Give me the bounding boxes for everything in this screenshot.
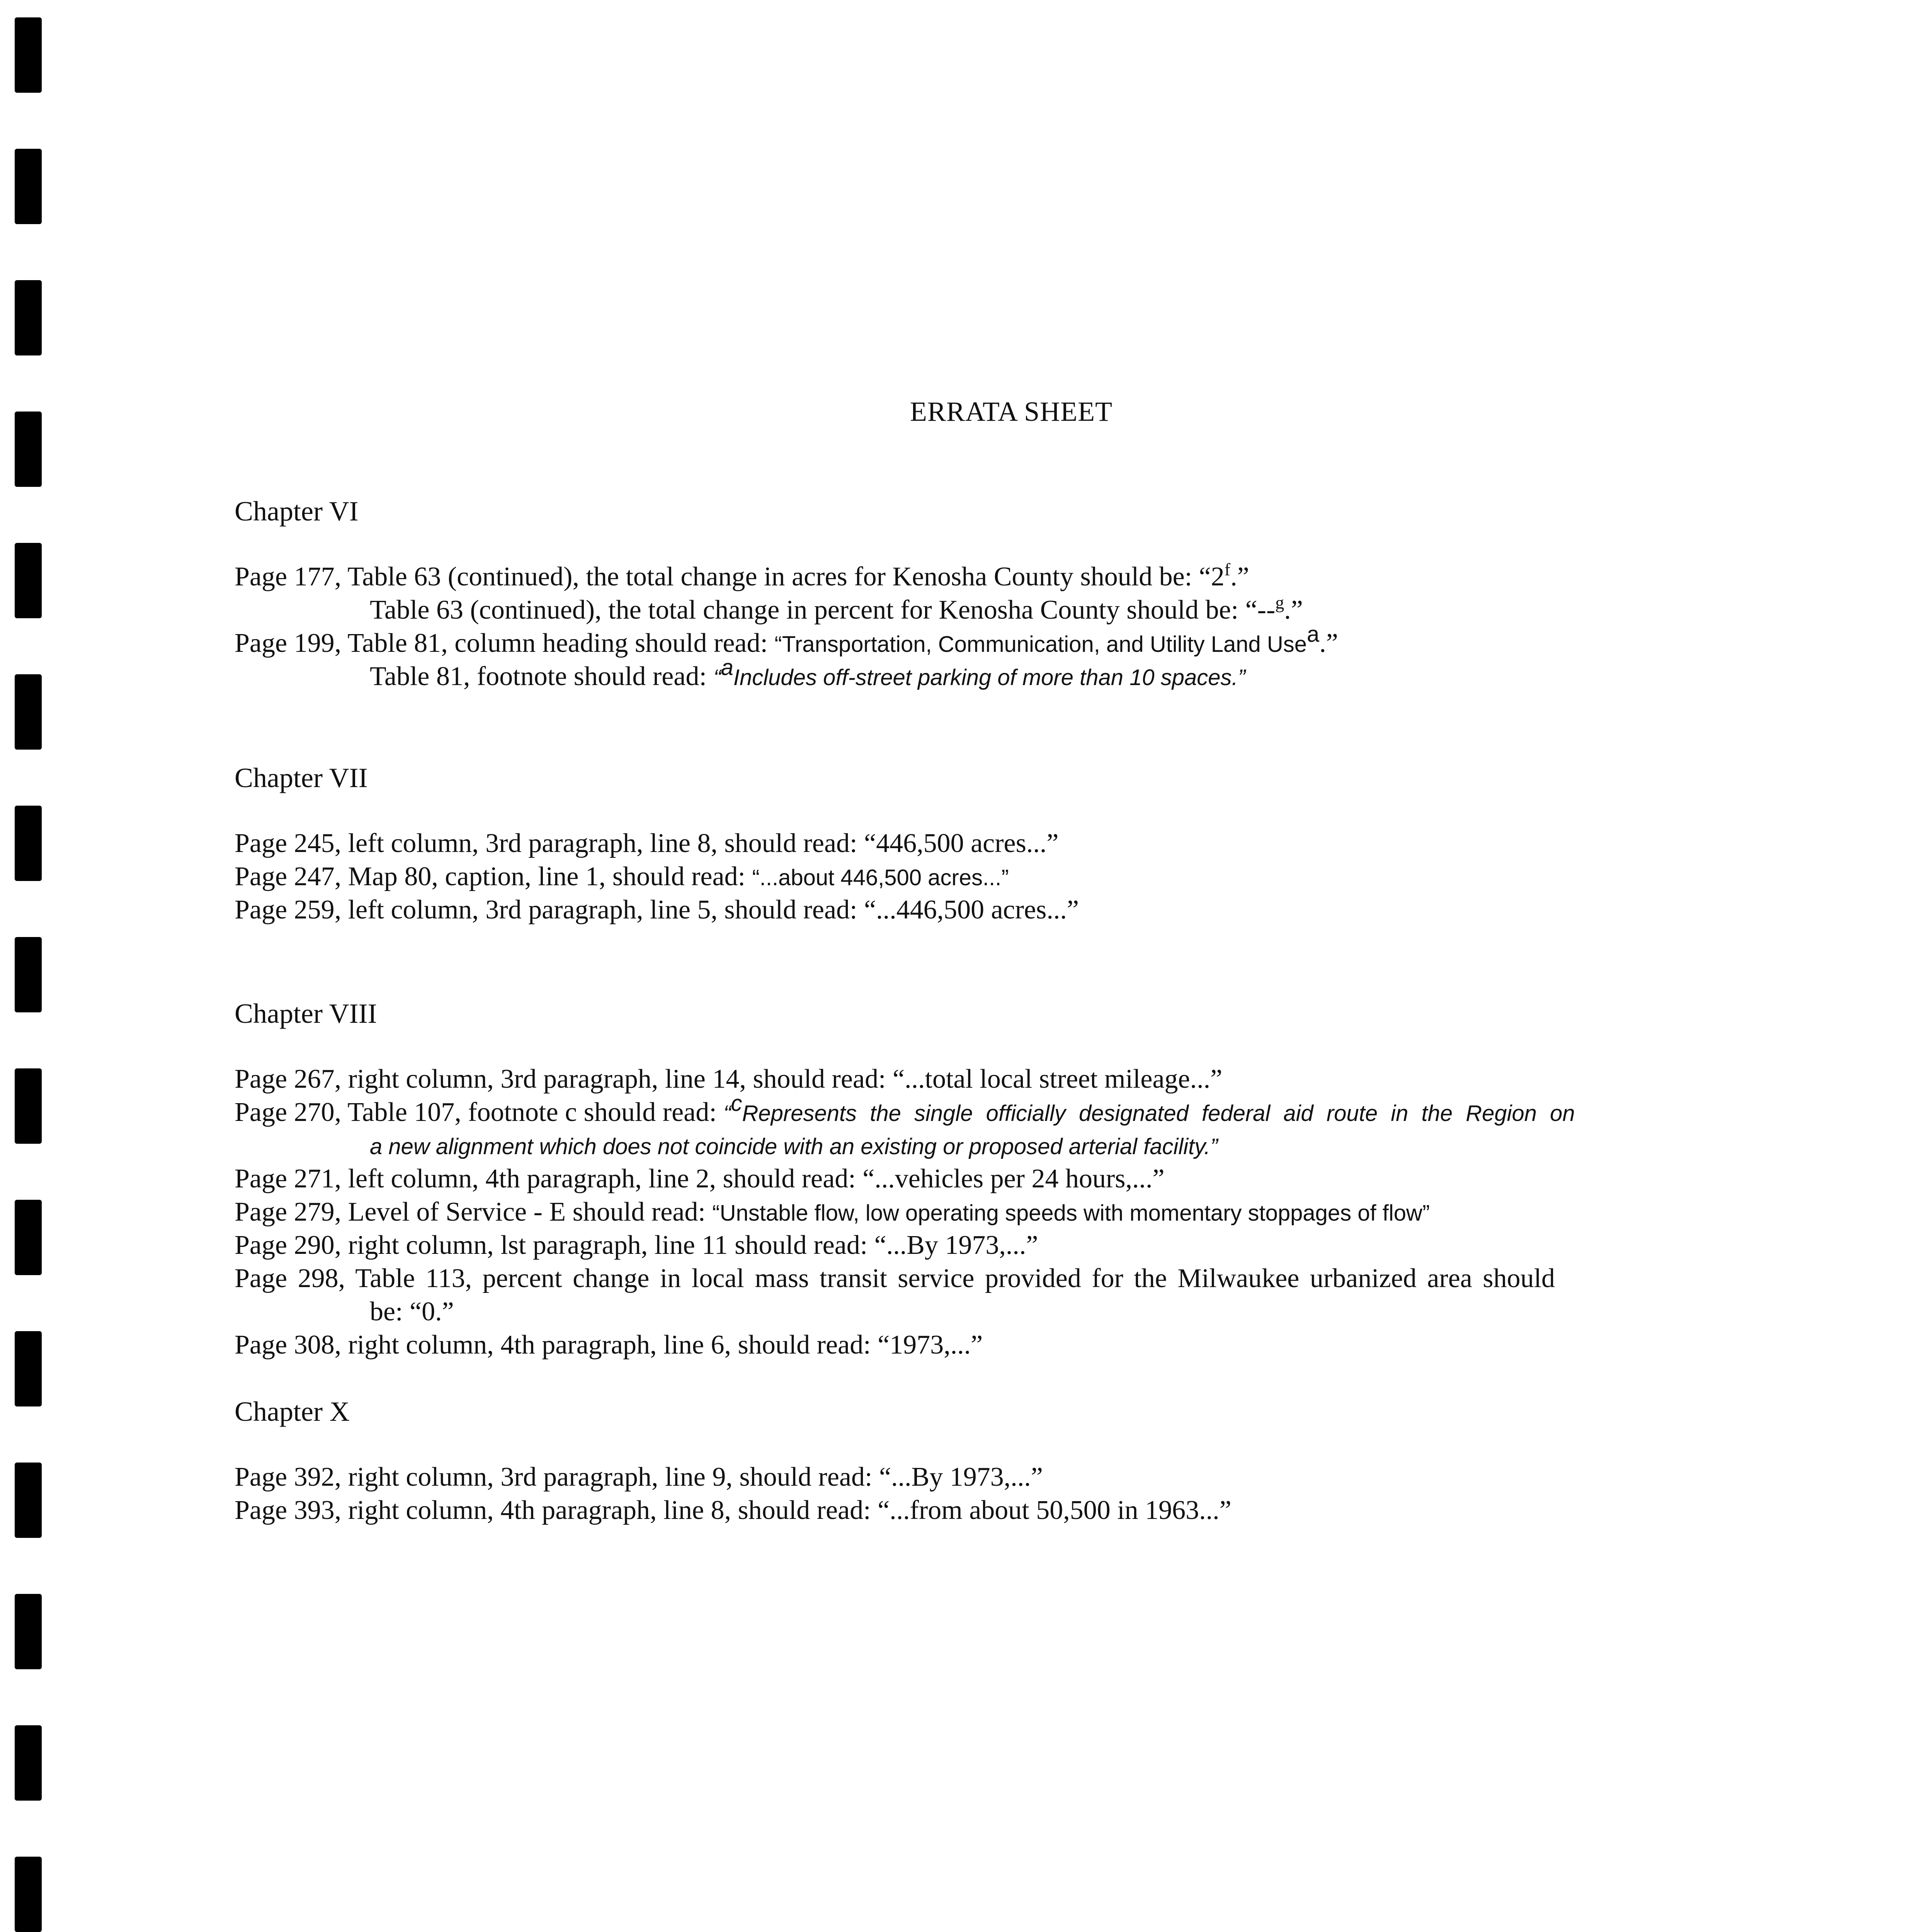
entry-correction: “Transportation, Communication, and Utility Land Use [774,632,1307,657]
binding-bar [15,1463,42,1538]
entry-correction: “...about 446,500 acres...” [752,865,1009,890]
entry-correction: “2 [1199,562,1225,592]
errata-entry [235,1229,1788,1262]
footnote-marker: g [1275,593,1284,612]
entry-reference: Page 259, left column, 3rd paragraph, line 5, should read: [235,895,864,925]
page-title: ERRATA SHEET [910,396,1113,427]
entry-continuation: be: “0.” [370,1297,454,1327]
entry-correction-end: .” [1230,562,1249,592]
binding-bar [15,1725,42,1801]
binding-bar [15,806,42,881]
entry-correction: “ [713,665,721,690]
errata-entry [235,1461,1788,1494]
binding-bar [15,1200,42,1275]
entry-reference: Page 392, right column, 3rd paragraph, line 9, should read: [235,1462,879,1492]
errata-entry-continuation [235,1129,1917,1163]
errata-entry-continuation [235,1295,1917,1328]
binding-bar [15,674,42,750]
entry-continuation: a new alignment which does not coincide with an existing or proposed arterial facility.” [370,1134,1218,1159]
binding-bar [15,280,42,355]
entry-reference: Table 63 (continued), the total change in percent for Kenosha County should be: [370,595,1245,625]
chapter-heading: Chapter VIII [235,998,377,1029]
entry-reference: Page 279, Level of Service - E should read: [235,1197,713,1227]
binding-bar [15,937,42,1012]
entry-correction: “...446,500 acres...” [864,895,1079,925]
binding-bar [15,17,42,93]
entry-correction: “...By 1973,...” [874,1230,1038,1260]
chapter-heading: Chapter VII [235,762,368,793]
entry-correction: “...total local street mileage...” [892,1064,1223,1094]
entry-correction-end: Includes off-street parking of more than 10 spaces.” [733,665,1245,690]
binding-bar [15,543,42,618]
entry-reference: Table 81, footnote should read: [370,662,714,691]
entry-reference: Page 271, left column, 4th paragraph, line 2, should read: [235,1164,863,1194]
entry-correction-end: .” [1319,628,1338,658]
errata-entry [235,1196,1788,1230]
binding-bar [15,412,42,487]
entry-correction: “ [723,1101,731,1126]
binding-bar [15,149,42,224]
errata-entry [235,1162,1788,1196]
entry-correction: “...vehicles per 24 hours,...” [862,1164,1165,1194]
entry-correction: “Unstable flow, low operating speeds with momentary stoppages of flow” [712,1201,1430,1226]
entry-reference: Page 247, Map 80, caption, line 1, should read: [235,862,752,891]
chapter-heading: Chapter VI [235,496,359,527]
errata-entry [235,594,1917,627]
footnote-marker: f [1224,560,1231,579]
entry-correction: “446,500 acres...” [864,828,1059,858]
footnote-marker: a [721,655,733,680]
entry-reference: Page 177, Table 63 (continued), the total change in acres for Kenosha County should be: [235,562,1199,592]
entry-reference: Page 308, right column, 4th paragraph, line 6, should read: [235,1330,878,1360]
entry-correction: “...By 1973,...” [879,1462,1043,1492]
errata-entry [235,1262,1788,1295]
errata-entry [235,1328,1788,1362]
entry-reference: Page 393, right column, 4th paragraph, line 8, should read: [235,1495,878,1525]
entry-correction: “1973,...” [878,1330,983,1360]
entry-reference: Page 267, right column, 3rd paragraph, line 14, should read: [235,1064,893,1094]
binding-bar [15,1857,42,1932]
entry-reference: Page 245, left column, 3rd paragraph, line 8, should read: [235,828,864,858]
binding-bar [15,1594,42,1669]
errata-entry [235,860,1788,895]
footnote-marker: c [731,1091,742,1116]
entry-reference: Page 199, Table 81, column heading should read: [235,628,775,658]
errata-entry [235,893,1788,927]
entry-correction: “...from about 50,500 in 1963...” [878,1495,1232,1525]
binding-bar [15,1331,42,1406]
errata-entry [235,1063,1788,1096]
footnote-marker: a [1307,622,1320,647]
errata-entry [235,622,1788,661]
errata-entry [235,560,1788,594]
entry-correction-end: Represents the single officially designated federal aid route in the Region on [742,1101,1575,1126]
entry-correction: “-- [1245,595,1276,625]
chapter-heading: Chapter X [235,1396,350,1427]
entry-correction-end: .” [1284,595,1303,625]
errata-entry [235,827,1788,860]
entry-reference: Page 298, Table 113, percent change in local mass transit service provided for the Milwaukee urbanized area should [235,1264,1555,1293]
entry-reference: Page 290, right column, lst paragraph, line 11 should read: [235,1230,874,1260]
binding-holes [15,0,42,1932]
errata-entry [235,1494,1788,1527]
entry-reference: Page 270, Table 107, footnote c should read: [235,1097,724,1127]
binding-bar [15,1068,42,1144]
errata-entry [235,655,1917,694]
errata-entry [235,1091,1788,1130]
